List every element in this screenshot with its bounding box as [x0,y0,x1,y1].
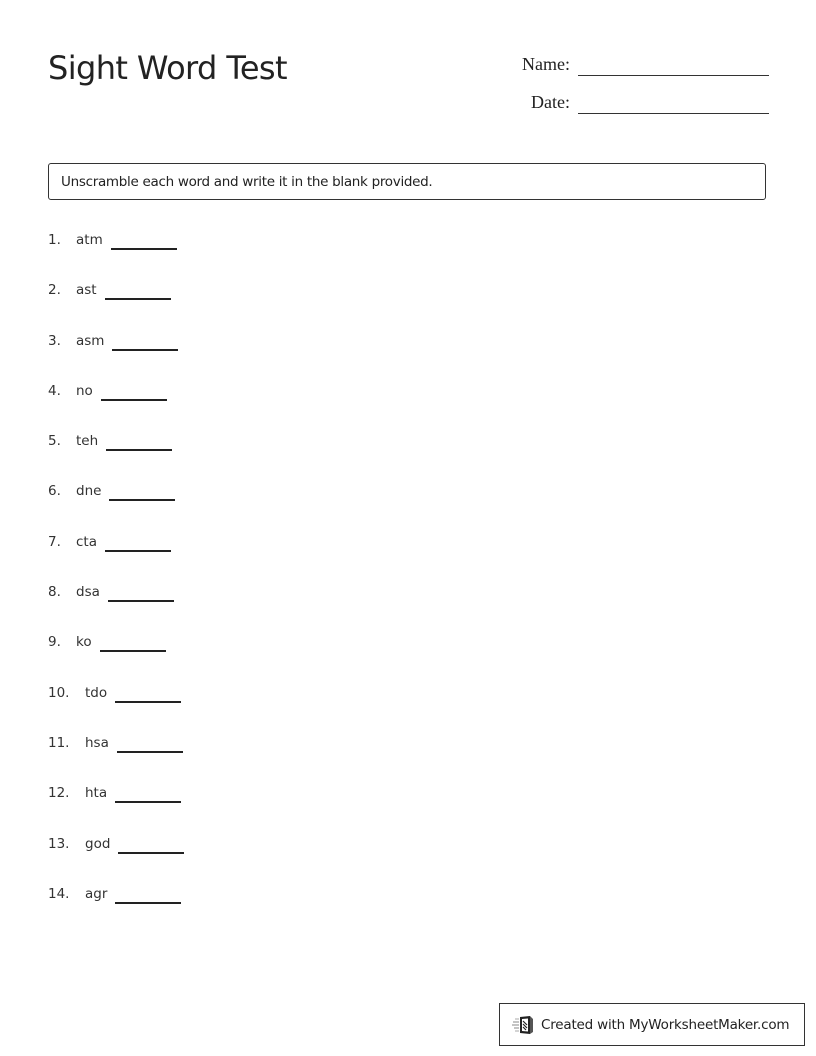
answer-blank[interactable] [101,399,167,401]
scrambled-word: dne [76,483,102,500]
question-number: 12. [48,785,70,802]
question-number: 10. [48,684,70,701]
scrambled-word: hsa [85,734,109,751]
scrambled-word: teh [76,433,99,450]
answer-blank[interactable] [105,298,171,300]
question-number: 9. [48,634,61,651]
page-title: Sight Word Test [48,49,287,87]
question-item [48,279,184,329]
question-item [48,380,184,430]
question-item [48,229,184,279]
answer-blank[interactable] [112,349,178,351]
scrambled-word: god [85,835,111,852]
question-number: 1. [48,232,61,248]
answer-blank[interactable] [118,852,184,854]
name-label: Name: [522,54,570,74]
question-number: 8. [48,584,61,601]
answer-blank[interactable] [106,449,172,451]
question-number: 3. [48,332,61,349]
question-number: 2. [48,282,61,299]
instructions-box [48,163,766,200]
date-blank[interactable] [578,113,769,114]
question-item [48,631,184,681]
date-field-row [500,92,769,112]
question-number: 5. [48,433,61,450]
answer-blank[interactable] [117,751,183,753]
footer-text: Created with MyWorksheetMaker.com [541,1016,790,1033]
question-list [48,229,184,933]
scrambled-word: asm [76,332,105,349]
question-item [48,581,184,631]
scrambled-word: ast [76,282,97,299]
worksheet-maker-logo-icon [512,1015,534,1035]
question-item [48,732,184,782]
question-item [48,682,184,732]
scrambled-word: atm [76,232,103,248]
scrambled-word: no [76,382,93,399]
question-item [48,330,184,380]
answer-blank[interactable] [100,650,166,652]
answer-blank[interactable] [115,902,181,904]
question-item [48,782,184,832]
footer-credit[interactable] [499,1003,805,1046]
scrambled-word: tdo [85,684,108,701]
name-blank[interactable] [578,75,769,76]
question-item [48,883,184,933]
question-item [48,480,184,530]
scrambled-word: ko [76,634,92,651]
answer-blank[interactable] [115,801,181,803]
answer-blank[interactable] [105,550,171,552]
name-field-row [500,54,769,74]
question-number: 4. [48,382,61,399]
question-item [48,430,184,480]
question-number: 6. [48,483,61,500]
answer-blank[interactable] [111,248,177,250]
scrambled-word: cta [76,533,97,550]
question-number: 14. [48,885,70,902]
answer-blank[interactable] [108,600,174,602]
question-number: 7. [48,533,61,550]
question-number: 11. [48,734,70,751]
instructions-text: Unscramble each word and write it in the blank provided. [61,173,433,190]
scrambled-word: hta [85,785,108,802]
scrambled-word: dsa [76,584,100,601]
question-number: 13. [48,835,70,852]
question-item [48,833,184,883]
answer-blank[interactable] [109,499,175,501]
date-label: Date: [531,92,570,112]
question-item [48,531,184,581]
answer-blank[interactable] [115,701,181,703]
scrambled-word: agr [85,885,108,902]
